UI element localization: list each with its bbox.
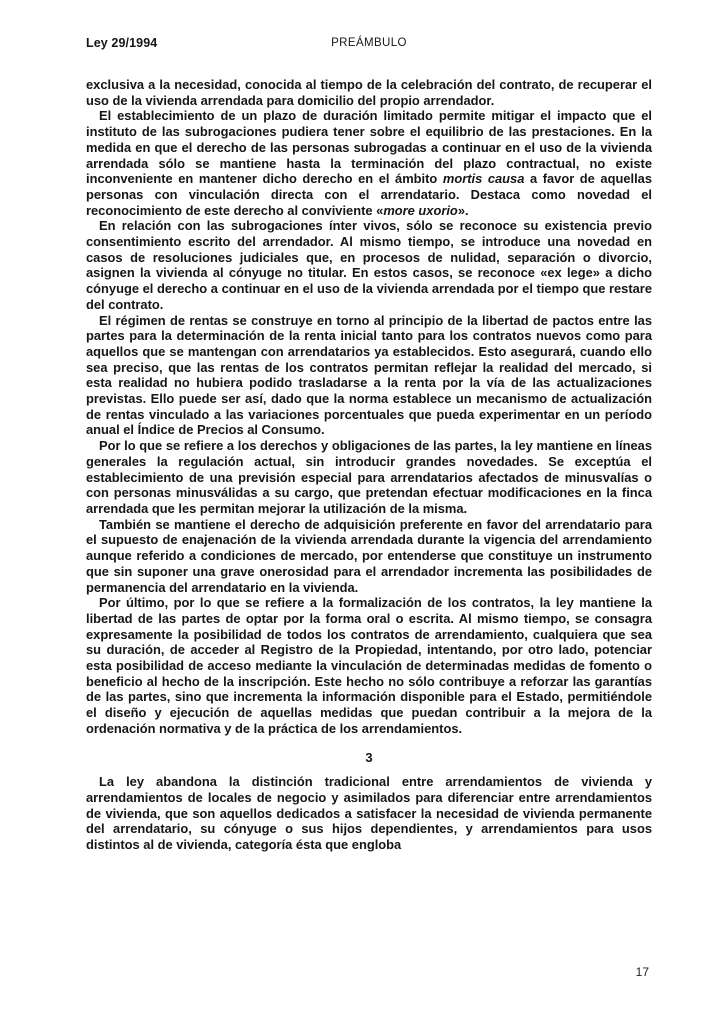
italic-phrase: more uxorio — [383, 202, 458, 218]
paragraph — [86, 218, 652, 312]
text-run: El establecimiento de un plazo de duración limitado permite mitigar el impacto que el instituto de las subrogaciones pudiera tener sobre el equilibrio de las prestaciones. En la medida en que el derecho de las personas subrogadas a continuar en el uso de la vivienda arrendada sólo se mantiene hasta la terminación del plazo contractual, no existe inconveniente en mantener dicho derecho en el ámbito — [86, 108, 652, 187]
paragraph — [86, 77, 652, 108]
text-run: ». — [457, 202, 469, 218]
body-text — [86, 77, 652, 853]
text-run: a favor de aquellas personas con vinculación directa con el arrendatario. Destaca como novedad el reconocimiento de este derecho al conviviente « — [86, 171, 653, 218]
paragraph — [86, 438, 652, 517]
text-run: exclusiva a la necesidad, conocida al tiempo de la celebración del contrato, de recuperar el uso de la vivienda arrendada para domicilio del propio arrendador. — [86, 77, 652, 108]
page-number: 17 — [635, 965, 649, 979]
text-run: En relación con las subrogaciones ínter vivos, sólo se reconoce su existencia previo consentimiento escrito del arrendador. Al mismo tiempo, se introduce una novedad en casos de resoluciones judiciales que, en procesos de nulidad, separación o divorcio, asignen la vivienda al cónyuge no titular. En estos casos, se reconoce «ex lege» a dicho cónyuge el derecho a continuar en el uso de la vivienda arrendada por el tiempo que restare del contrato. — [86, 218, 652, 312]
paragraph — [86, 517, 652, 596]
paragraphs-before-container — [86, 77, 652, 737]
paragraph — [86, 774, 652, 853]
italic-phrase: mortis causa — [442, 171, 525, 187]
paragraphs-after-container — [86, 774, 652, 853]
section-number: 3 — [365, 749, 373, 765]
paragraph — [86, 108, 652, 218]
text-run: La ley abandona la distinción tradicional entre arrendamientos de vivienda y arrendamientos de locales de negocio y asimilados para diferenciar entre arrendamientos de vivienda, que son aquellos dedicados a satisfacer la necesidad de vivienda permanente del arrendatario, su cónyuge o sus hijos dependientes, y arrendamientos para usos distintos al de vivienda, categoría ésta que engloba — [86, 774, 652, 853]
paragraph — [86, 595, 652, 736]
paragraph — [86, 313, 652, 439]
text-run: El régimen de rentas se construye en torno al principio de la libertad de pactos entre las partes para la determinación de la renta inicial tanto para los contratos nuevos como para aquellos que se mantengan con arrendatarios ya establecidos. Esto asegurará, cuando ello sea preciso, que las rentas de los contratos permitan reflejar la realidad del mercado, si esta realidad no hubiera podido trasladarse a la renta por la vía de las actualizaciones previstas. Ello puede ser así, dado que la norma establece un mecanismo de actualización de rentas vinculado a las variaciones porcentuales que pueda experimentar en un período anual el Índice de Precios al Consumo. — [86, 312, 652, 438]
law-reference: Ley 29/1994 — [86, 36, 158, 50]
text-run: También se mantiene el derecho de adquisición preferente en favor del arrendatario para el supuesto de enajenación de la vivienda arrendada durante la vigencia del arrendamiento aunque referido a condiciones de mercado, por entenderse que constituye un instrumento que sin suponer una grave onerosidad para el arrendador incrementa las posibilidades de permanencia del arrendatario en la vivienda. — [86, 516, 652, 595]
text-run: Por último, por lo que se refiere a la formalización de los contratos, la ley mantiene la libertad de las partes de optar por la forma oral o escrita. Al mismo tiempo, se consagra expresamente la posibilidad de todos los contratos de arrendamiento, cualquiera que sea su duración, de acceder al Registro de la Propiedad, intentando, por otro lado, potenciar esta posibilidad de acceso mediante la vinculación de determinadas medidas de fomento o beneficio al hecho de la inscripción. Este hecho no sólo contribuye a reforzar las garantías de las partes, sino que incrementa la información disponible para el Estado, permitiéndole el diseño y ejecución de aquellas medidas que puedan contribuir a la mejora de la ordenación normativa y de la práctica de los arrendamientos. — [86, 595, 652, 736]
running-title: PREÁMBULO — [331, 37, 407, 49]
text-run: Por lo que se refiere a los derechos y obligaciones de las partes, la ley mantiene en líneas generales la regulación actual, sin introducir grandes novedades. Se exceptúa el establecimiento de una previsión especial para arrendatarios afectados de minusvalías o con personas minusválidas a su cargo, que pretendan efectuar modificaciones en la finca arrendada que les permitan mejorar la utilización de la misma. — [86, 438, 652, 516]
page-header — [86, 36, 652, 52]
